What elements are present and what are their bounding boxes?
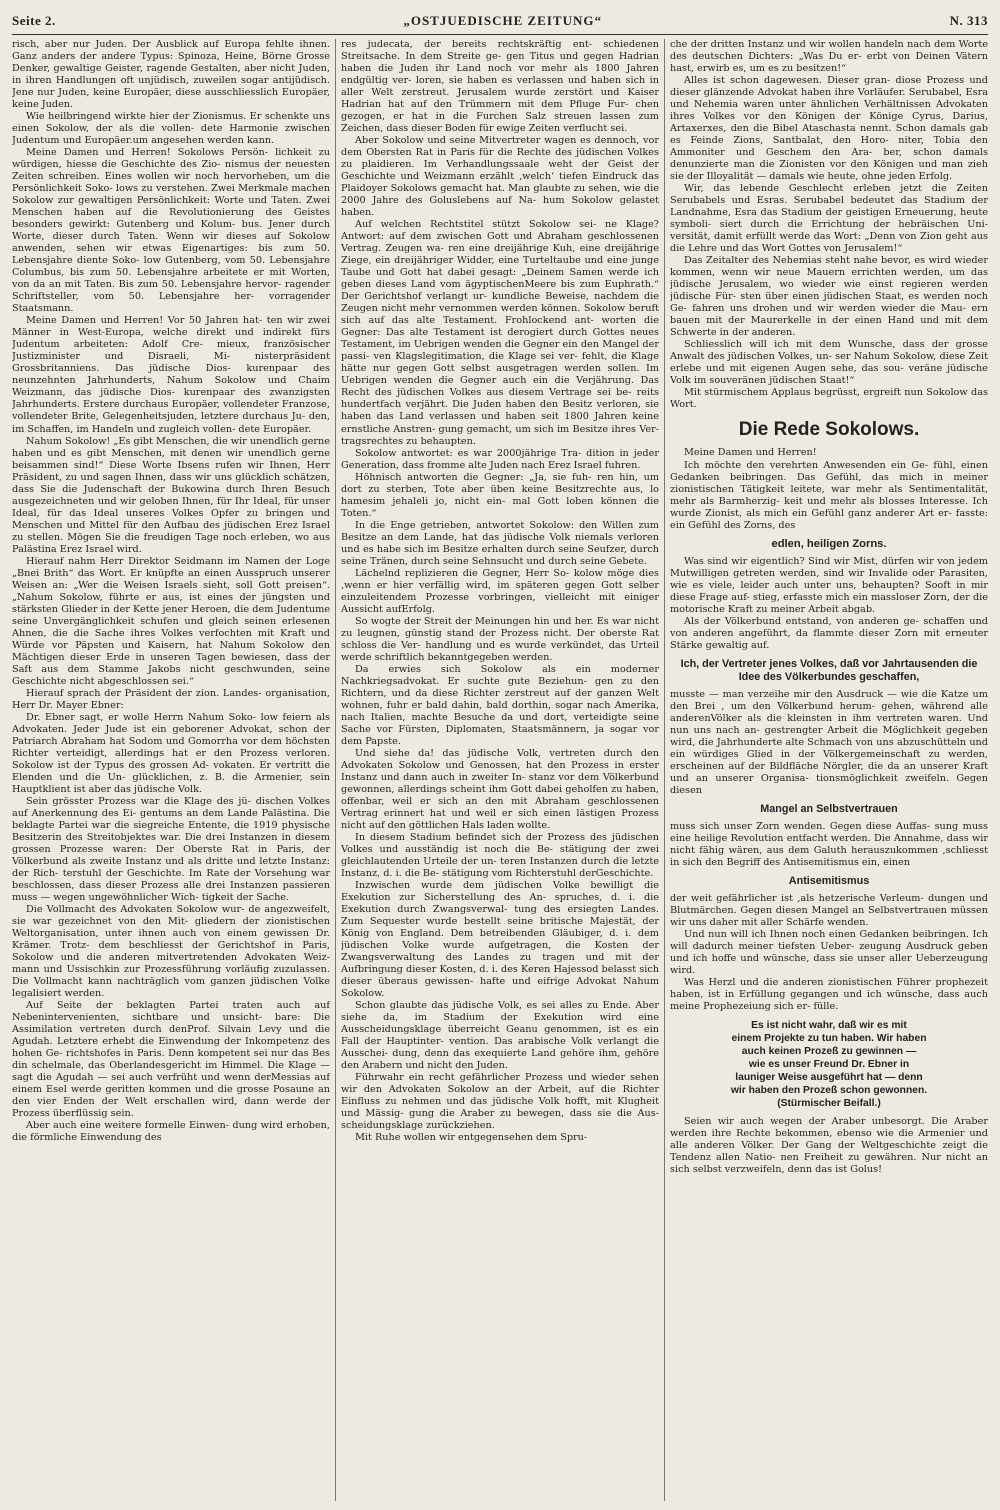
subheading-selbstvertrauen: Mangel an Selbstvertrauen [760, 802, 898, 815]
paragraph: Was Herzl und die anderen zionistischen Führer prophezeit haben, ist in Erfüllung gegangen und ich wünsche, dass auch meine Prophezeiung sich er- fülle. [670, 977, 988, 1013]
subheading-zorn: edlen, heiligen Zorns. [771, 537, 887, 550]
paragraph: Da erwies sich Sokolow als ein moderner Nachkriegsadvokat. Er suchte gute Beziehun- gen zu den Richtern, und da diese Richter zerstreut auf der ganzen Welt wohnen, fuhr er bald dahin, bald dorthin, sogar nach Amerika, nach Italien, machte Besuche da und dort, verteidigte seine Sache vor Fürsten, Diplomaten, Staatsmännern, ja sogar vor dem Papste. [341, 663, 659, 747]
paragraph: Und siehe da! das jüdische Volk, vertreten durch den Advokaten Sokolow und Genossen, hat den Prozess in erster Instanz und dann auch in zweiter In- stanz vor dem Völkerbund gewonnen, allerdings scheint ihm Gott dabei geholfen zu haben, offenbar, weil er sich an den mit Abraham geschlossenen Vertrag erinnert hat und weil er sich einen lästigen Prozess nicht auf den göttlichen Hals laden wollte. [341, 747, 659, 832]
paragraph: Auf welchen Rechtstitel stützt Sokolow sei- ne Klage? Antwort: auf dem zwischen Gott und Abraham geschlossenen Vertrag. Zeugen wa- ren eine dreijährige Kuh, eine dreijährige Ziege, ein dreijähriger Widder, eine Turteltaube und eine junge Taube und Gott hat dabei gesagt: „Deinem Samen werde ich geben dieses Land vom ägyptischenMeere bis zum Euphrath.“ Der Gerichtshof verlangt ur- kundliche Beweise, nachdem die Zeugen nicht mehr vernommen werden können. Sokolow beruft sich auf das alte Testament. Frohlockend ant- worten die Gegner: Das alte Testament ist derogiert durch Gottes neues Testament, im Uebrigen wenden die Gegner ein den Mangel der passi- ven Klagslegitimation, die Klage sei ver- fehlt, die Klage hätte nur gegen Gott selbst ausgetragen werden sollen. Im Uebrigen wenden die Gegner auch ein die Verjährung. Das Recht des jüdischen Volkes aus diesem Vertrage sei be- reits hundertfach verjährt. Die Juden haben den Besitz verloren, sie haben das Land verlassen und haben seit 1800 Jahren keine ernstliche Anstren- gung gemacht, um sich im Besitze ihres Ver- tragsrechtes zu behaupten. [341, 219, 659, 447]
subheading-antisemitismus: Antisemitismus [788, 874, 870, 887]
paragraph: Aber Sokolow und seine Mitvertreter wagen es dennoch, vor dem Obersten Rat in Paris für die Rechte des jüdischen Volkes zu plaidieren. Im Verhandlungssaale weht der Geist der Geschichte und Weizmann erzählt ‚welch‘ tiefen Eindruck das Plaidoyer Sokolows gemacht hat. Man glaubte zu sehen, wie die 2000 Jahre des Goluslebens auf Na- hum Sokolow gelastet haben. [341, 135, 659, 219]
paragraph: Ich möchte den verehrten Anwesenden ein Ge- fühl, einen Gedanken beibringen. Das Gefühl, das mich in meiner zionistischen Tätigkeit leitete, war mehr als Sentimentalität, mehr als Barmherzig- keit und mehr als blosses Interesse. Ich wurde Zionist, als mich ein Gefühl ganz anderer Art er- fasste: ein Gefühl des Zorns, des [670, 459, 988, 531]
paragraph: che der dritten Instanz und wir wollen handeln nach dem Worte des deutschen Dichters: „Was Du er- erbt von Deinen Vätern hast, erwirb es, um es zu besitzen!“ [670, 39, 988, 75]
column-3 [670, 39, 988, 1501]
paragraph: In diesem Stadium befindet sich der Prozess des jüdischen Volkes und ausständig ist noch die Be- stätigung der zwei gleichlautenden Urteile der un- teren Instanzen durch die letzte Instanz, d. i. die Be- stätigung vom Richterstuhl derGeschichte. [341, 832, 659, 880]
column-1 [12, 39, 330, 1501]
newspaper-title: „OSTJUEDISCHE ZEITUNG“ [403, 13, 602, 28]
paragraph: Meine Damen und Herren! [684, 447, 817, 459]
paragraph: Aber auch eine weitere formelle Einwen- dung wird erhoben, die förmliche Einwendung des [12, 1120, 330, 1144]
speech-section-2 [670, 689, 988, 797]
paragraph: Als der Völkerbund entstand, von anderen ge- schaffen und von anderen angeführt, da flammte dieser Zorn mit erneuter Stärke gewaltig auf. [670, 615, 988, 651]
columns [12, 39, 988, 1501]
paragraph: Seien wir auch wegen der Araber unbesorgt. Die Araber werden ihre Rechte bekommen, ebenso wie die Armenier und alle anderen Völker. Der Gang der Weltgeschichte zeigt die Tendenz allen Natio- nen Freiheit zu gewähren. Nur nicht an sich selbst verzweifeln, denn das ist Golus! [670, 1116, 988, 1176]
paragraph: Höhnisch antworten die Gegner: „Ja, sie fuh- ren hin, um dort zu sterben, Tote aber üben keine Besitzrechte aus, lo hamesim jehaleli jo, nicht ein- mal Gott loben können die Toten.“ [341, 471, 659, 519]
paragraph: Und nun will ich Ihnen noch einen Gedanken beibringen. Ich will dadurch meiner tiefsten Ueber- zeugung Ausdruck geben und ich hoffe und wünsche, dass sie unser aller Ueberzeugung wird. [670, 928, 988, 977]
header-rule [12, 34, 988, 35]
paragraph: Auf Seite der beklagten Partei traten auch auf Nebenintervenienten, sichtbare und unsicht- bare: Die Assimilation vertreten durch denProf. Silvain Levy und die Agudah. Letztere erhebt die Einwendung der Inkompetenz des hohen Ge- richtshofes in Paris. Denn kompetent sei nur das Bes din schelmale, das Oberlandesgericht im Himmel. Die Klage — sagt die Agudah — sei auch verfrüht und wenn derMessias auf einem Esel werde geritten kommen und die grosse Posaune an den vier Enden der Welt erschallen wird, dann werde der Prozess überflüssig sein. [12, 1000, 330, 1120]
paragraph: Nahum Sokolow! „Es gibt Menschen, die wir unendlich gerne haben und es gibt Menschen, mit denen wir unendlich gerne beisammen sind!“ Diese Worte Ibsens rufen wir Ihnen, Herr Präsident, zu und sagen Ihnen, dass wir uns glücklich schätzen, dass Sie die Judenschaft der Bukowina durch Ihren Besuch ausgezeichneten und wir geloben Ihnen, für Ihr Ideal, für unser Ideal, für das Ideal unseres Volkes Opfer zu bringen und Menschen und Mittel für den Aufbau des jüdischen Erez Israel zu stellen. Mögen Sie die freudigen Tage noch erleben, wo aus Palästina Erez Israel wird. [12, 435, 330, 555]
page-header [12, 8, 988, 34]
paragraph: Schliesslich will ich mit dem Wunsche, dass der grosse Anwalt des jüdischen Volkes, un- ser Nahum Sokolow, diese Zeit erlebe und mit eigenen Augen sehe, das sou- veräne jüdische Volk im souveränen jüdischen Staat!“ [670, 339, 988, 387]
callout-text: Es ist nicht wahr, daß wir es mit einem Projekte zu tun haben. Wir haben auch keinen Prozeß zu gewinnen — wie es unser Freund Dr. Ebner in launiger Weise ausgeführt hat — denn wir haben den Prozeß schon gewonnen. (Stürmischer Beifall.) [730, 1020, 928, 1110]
column-divider [664, 39, 665, 1501]
page-label: Seite 2. [12, 13, 56, 28]
paragraph: risch, aber nur Juden. Der Ausblick auf Europa fehlte ihnen. Ganz anders der andere Typus: Spinoza, Heine, Börne Grosse Denker, gewaltige Geister, ragende Gestalten, aber nicht Juden, in ihren Handlungen oft unjüdisch, zuweilen sogar antijüdisch. Jene nur Juden, keine Europäer, diese ausschliesslich Europäer, keine Juden. [12, 39, 330, 111]
paragraph: Meine Damen und Herren! Vor 50 Jahren hat- ten wir zwei Männer in West-Europa, welche direkt und indirekt fürs Judentum arbeiteten: Adolf Cre- mieux, französischer Justizminister und Disraeli, Mi- nisterpräsident Grossbritanniens. Das jüdische Dios- kurenpaar des neunzehnten Jahrhunderts, Nahum Sokolow und Chaim Weizmann, das jüdische Dios- kurenpaar des zwanzigsten Jahrhunderts. Erstere durchaus Europäer, vollendeter Franzose, vollendeter Brite, Gelegenheitsjuden, letztere durchaus Ju- den, im Schaffen, im Handeln und zugleich vollen- dete Europäer. [12, 315, 330, 435]
speech-section-3 [670, 821, 988, 869]
paragraph: Wie heilbringend wirkte hier der Zionismus. Er schenkte uns einen Sokolow, der als die vollen- dete Harmonie zwischen Judentum und Europäer.um angesehen werden kann. [12, 111, 330, 147]
paragraph: der weit gefährlicher ist ,als hetzerische Verleum- dungen und Blutmärchen. Gegen diesen Mangel an Selbstvertrauen müssen wir uns daher mit aller Schärfe wenden. [670, 892, 988, 928]
paragraph: Mit stürmischem Applaus begrüsst, ergreift nun Sokolow das Wort. [670, 387, 988, 411]
callout-quote [670, 1019, 988, 1110]
paragraph: Was sind wir eigentlich? Sind wir Mist, dürfen wir von jedem Mutwilligen getreten werden, sind wir Invalide oder Parasiten, wie es viele, leider auch unter uns, behaupten? Sooft in mir diese Frage auf- stieg, erfasste mich ein massloser Zorn, der die motorische Kraft zu meiner Arbeit abgab. [670, 555, 988, 615]
issue-number: N. 313 [949, 13, 988, 28]
paragraph: Sokolow antwortet: es war 2000jährige Tra- dition in jeder Generation, dass fromme alte Juden nach Erez Israel fuhren. [341, 447, 659, 471]
paragraph: Hierauf sprach der Präsident der zion. Landes- organisation, Herr Dr. Mayer Ebner: [12, 687, 330, 711]
paragraph: musste — man verzeihe mir den Ausdruck — wie die Katze um den Brei , um den Völkerbund herum- gehen, während alle anderenVölker als die kleinsten in ihm vertreten waren. Und nun uns nach an- gestrengter Arbeit die Möglichkeit gegeben wird, die Jahrhunderte alte Schmach von uns abzuschütteln und ein würdiges Glied in der Völkergemeinschaft zu werden, erscheinen auf der Bildfläche Nörgler, die da an unserer Kraft und an unserer Organisa- tionsmöglichkeit zweifeln. Gegen diesen [670, 688, 988, 796]
column-2 [341, 39, 659, 1501]
paragraph: Mit Ruhe wollen wir entgegensehen dem Spru- [355, 1132, 588, 1144]
paragraph: Die Vollmacht des Advokaten Sokolow wur- de angezweifelt, sie war gezeichnet von den Mit- gliedern der zionistischen Weltorganisation, unter ihnen auch von einem gewissen Dr. Krämer. Trotz- dem beschliesst der Gerichtshof in Paris, Sokolow und die anderen mitvertretenden Advokaten Weiz- mann und Ussischkin zur Prozessführung vorläufig zuzulassen. Die Vollmacht kann nachträglich vom ganzen jüdischen Volke legalisiert werden. [12, 904, 330, 1000]
paragraph: Meine Damen und Herren! Sokolows Persön- lichkeit zu würdigen, hiesse die Geschichte des Zio- nismus der neuesten Zeiten schreiben. Eines wollen wir noch hervorheben, um die Persönlichkeit Soko- lows zu verstehen. Zwei Merkmale machen Sokolow zur gewaltigen Persönlichkeit: Worte und Taten. Zwei Menschen haben auf die Revolutionierung des Geistes besonders gewirkt: Gutenberg und Kolum- bus. Jener durch Worte, dieser durch Taten. Wenn wir dieses auf Sokolow anwenden, sehen wir etwas Eigenartiges: bis zum 50. Lebensjahre diente Soko- low Gutenberg, vom 50. Lebensjahre Columbus, bis zum 50. Lebensjahre arbeitete er mit Worten, von da an mit Taten. Bis zum 50. Lebensjahre hervor- ragender Schriftsteller, vom 50. Lebensjahre her- vorragender Staatsmann. [12, 147, 330, 315]
speech-opening [670, 447, 988, 531]
paragraph: Führwahr ein recht gefährlicher Prozess und wieder sehen wir den Advokaten Sokolow an der Arbeit, auf die Richter Einfluss zu nehmen und das jüdische Volk hofft, mit Klugheit und Mässig- gung die Araber zu bewegen, dass sie die Aus- scheidungsklage zurückziehen. [341, 1072, 659, 1132]
speech-section-1 [670, 556, 988, 652]
paragraph: res judecata, der bereits rechtskräftig ent- schiedenen Streitsache. In dem Streite ge- gen Titus und gegen Hadrian haben die Juden ihr Land noch vor mehr als 1800 Jahren endgültig ver- loren, sie haben es verlassen und haben sich in aller Welt zerstreut. Jerusalem wurde zerstört und Kaiser Hadrian hat auf den Trümmern mit dem Pfluge Fur- chen gezogen, er hat in die Furchen Salz streuen lassen zum Zeichen, dass dieser Boden für ewige Zeiten verflucht sei. [341, 39, 659, 135]
paragraph: Inzwischen wurde dem jüdischen Volke bewilligt die Exekution zur Sicherstellung des An- spruches, d. i. die Exekution durch Zwangsverwal- tung des ersiegten Landes. Zum Sequester wurde bestellt seine britische Majestät, der König von England. Dem betreibenden Gläubiger, d. i. dem jüdischen Volke wurde aufgetragen, die Kosten der Zwangsverwaltung des Landes zu tragen und mit der Aufbringung dieser Kosten, d. i. des Keren Hajessod belasst sich dieser überaus gewissen- hafte und eifrige Advokat Nahum Sokolow. [341, 880, 659, 1000]
paragraph: Hierauf nahm Herr Direktor Seidmann im Namen der Loge „Bnei Brith“ das Wort. Er knüpfte an einen Ausspruch unserer Weisen an: „Wer die Weisen Israels sieht, soll Gott preisen“. „Nahum Sokolow, führte er aus, ist eines der jüngsten und stärksten Glieder in der Kette jener Heroen, die dem Judentume seine Unvergänglichkeit schufen und gleich seinen erlesenen Ahnen, die die Sache ihres Volkes verfochten mit Kraft und Würde vor Päpsten und Kaisern, hat Nahum Sokolow den Mächtigen dieser Erde in unseren Tagen bewiesen, dass der Saft aus dem Stamme Jakobs nicht geschwunden, seine Geschichte nicht abgeschlossen sei.“ [12, 555, 330, 687]
paragraph: Sein grösster Prozess war die Klage des jü- dischen Volkes auf Anerkennung des Ei- gentums an dem Lande Palästina. Die beklagte Partei war die siegreiche Entente, die 1919 physische Besitzerin des Streitobjektes war. Die drei Instanzen in diesem grossen Prozesse waren: Der Oberste Rat in Paris, der Völkerbund als zweite Instanz und als dritte und letzte Instanz: der Rich- terstuhl der Geschichte. Im Rate der Vorsehung war beschlossen, dass dieser Prozess alle drei Instanzen passieren muss — wegen ungewöhnlicher Wich- tigkeit der Sache. [12, 795, 330, 904]
paragraph: Alles ist schon dagewesen. Dieser gran- diose Prozess und dieser glänzende Advokat haben ihre Vorläufer. Serubabel, Esra und Nehemia waren unter ähnlichen Verhältnissen Advokaten ihres Volkes vor den Königen der Könige Cyrus, Darius, Artaxerxes, den die Bibel Ataschasta nennt. Schon damals gab es Feinde Zions, Santbalat, den Horo- niter, Tobia den Ammoniter und Geschem den Ara- ber, schon damals denunzierte man die Zionisten vor den Königen und man zieh sie der Illoyalität — damals wie heute, ohne jeden Erfolg. [670, 75, 988, 183]
speech-section-5 [670, 1116, 988, 1176]
paragraph: Schon glaubte das jüdische Volk, es sei alles zu Ende. Aber siehe da, im Stadium der Exekution wird eine Ausscheidungsklage überreicht Geanu genommen, ist es ein Fall der Hauptinter- vention. Das arabische Volk verlangt die Ausschei- dung, denn das exequierte Land gehöre ihm, gehöre den Arabern und nicht den Juden. [341, 1000, 659, 1072]
article-title: Die Rede Sokolows. [738, 419, 920, 441]
paragraph: So wogte der Streit der Meinungen hin und her. Es war nicht zu leugnen, günstig stand der Prozess nicht. Der oberste Rat schloss die Ver- handlung und es wurde verkündet, das Urteil werde schriftlich bekanntgegeben werden. [341, 615, 659, 663]
paragraph: Dr. Ebner sagt, er wolle Herrn Nahum Soko- low feiern als Advokaten. Jeder Jude ist ein geborener Advokat, schon der Patriarch Abraham hat Sodom und Gomorrha vor dem höchsten Richter verteidigt, allerdings hat er den Prozess verloren. Sokolow ist der Typus des grossen Ad- vokaten. Er vertritt die Elenden und die Un- glücklichen, z. B. die Armenier, sein Hauptklient ist aber das jüdische Volk. [12, 711, 330, 795]
column-3-intro [670, 39, 988, 411]
paragraph: muss sich unser Zorn wenden. Gegen diese Auffas- sung muss eine heilige Revolution entfacht werden. Die Annahme, dass wir nicht fähig wären, aus dem Galuth herauszukommen ,schliesst in sich den Begriff des Antisemitismus ein, einen [670, 820, 988, 868]
paragraph: In die Enge getrieben, antwortet Sokolow: den Willen zum Besitze an dem Lande, hat das jüdische Volk niemals verloren und es habe sich im Besitze erhalten durch seine Seufzer, durch seine Tränen, durch seine Sehnsucht und durch seine Gebete. [341, 519, 659, 567]
column-divider [335, 39, 336, 1501]
subheading-voelkerbund: Ich, der Vertreter jenes Volkes, daß vor Jahrtausenden die Idee des Völkerbundes geschaffen, [680, 657, 978, 683]
speech-section-4 [670, 893, 988, 1013]
paragraph: Lächelnd replizieren die Gegner, Herr So- kolow möge dies ‚wenn er hier verfällig wird, im späteren gegen Gott selber einzuleitendem Prozesse vorbringen, vielleicht mit einiger Aussicht aufErfolg. [341, 567, 659, 615]
paragraph: Das Zeitalter des Nehemias steht nahe bevor, es wird wieder kommen, wenn wir neue Mauern errichten werden, um das jüdische Jerusalem, wo wieder wie einst regieren werden jüdische Für- sten über einen jüdischen Staat, es werden noch Ge- fahren uns drohen und wir werden wieder die Mau- ern bauen mit der Maurerkelle in der einen Hand und mit dem Schwerte in der anderen. [670, 255, 988, 339]
paragraph: Wir, das lebende Geschlecht erleben jetzt die Zeiten Serubabels und Esras. Serubabel bedeutet das Stadium der Landnahme, Esra das Stadium der geistigen Erneuerung, heute symboli- siert durch die Errichtung der hebräischen Uni- versität, damit erfüllt werde das Wort: „Denn von Zion geht aus die Lehre und das Wort Gottes von Jerusalem!“ [670, 183, 988, 255]
